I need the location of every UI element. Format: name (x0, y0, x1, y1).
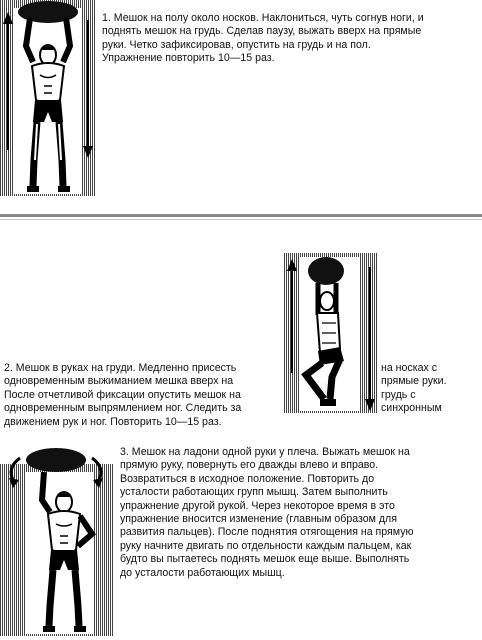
text-line: Возвратиться в исходное положение. Повторить до (120, 472, 375, 485)
text-line: упражнение другой рукой. Через некоторое время в это (120, 499, 395, 512)
text-line: будто вы пытаетесь поднять мешок еще выше. Выполнять (120, 553, 410, 566)
text-line: После отчетливой фиксации опустить мешок на (4, 388, 241, 401)
text-line: движением рук и ног. Повторить 10—15 раз. (4, 415, 222, 428)
figure-one-arm-press (0, 442, 114, 636)
text-line: одновременным выжиманием мешка вверх на (4, 375, 234, 388)
text-line: 1. Мешок на полу около носков. Наклониться, чуть согнув ноги, и (102, 12, 424, 24)
text-line: синхронным (381, 402, 442, 415)
figure-overhead-press (0, 0, 96, 196)
section-divider-shadow (0, 219, 482, 220)
text-line: грудь с (381, 388, 416, 401)
text-line: прямые руки. (381, 375, 447, 388)
section-1-text (102, 12, 474, 66)
text-line: прямую руку, повернуть его дважды влево и вправо. (120, 459, 379, 472)
text-line: 3. Мешок на ладони одной руки у плеча. Выжать мешок на (120, 446, 410, 458)
text-line: до усталости работающих мышц. (120, 566, 285, 579)
text-line: 2. Мешок в руках на груди. Медленно присесть (4, 362, 237, 374)
section-3-text (120, 446, 478, 580)
text-line: на носках с (381, 362, 438, 374)
text-line: усталости работающих групп мышц. Затем выполнить (120, 486, 388, 499)
text-line: руку начните двигать по отдельности каждым пальцем, как (120, 539, 412, 552)
text-line: руки. Четко зафиксировав, опустить на грудь и на пол. (102, 38, 371, 51)
figure-squat-press (284, 253, 378, 413)
section-2-text-right (381, 362, 479, 416)
section-divider (0, 214, 482, 217)
text-line: Упражнение повторить 10—15 раз. (102, 52, 275, 65)
text-line: развития пальцев). После поднятия отягощения на прямую (120, 526, 414, 539)
text-line: одновременным выпрямлением ног. Следить за (4, 402, 242, 415)
text-line: упражнение вносится изменение (главным образом для (120, 513, 397, 526)
section-2-text-left (4, 362, 280, 429)
text-line: поднять мешок на грудь. Сделав паузу, выжать вверх на прямые (102, 25, 422, 38)
